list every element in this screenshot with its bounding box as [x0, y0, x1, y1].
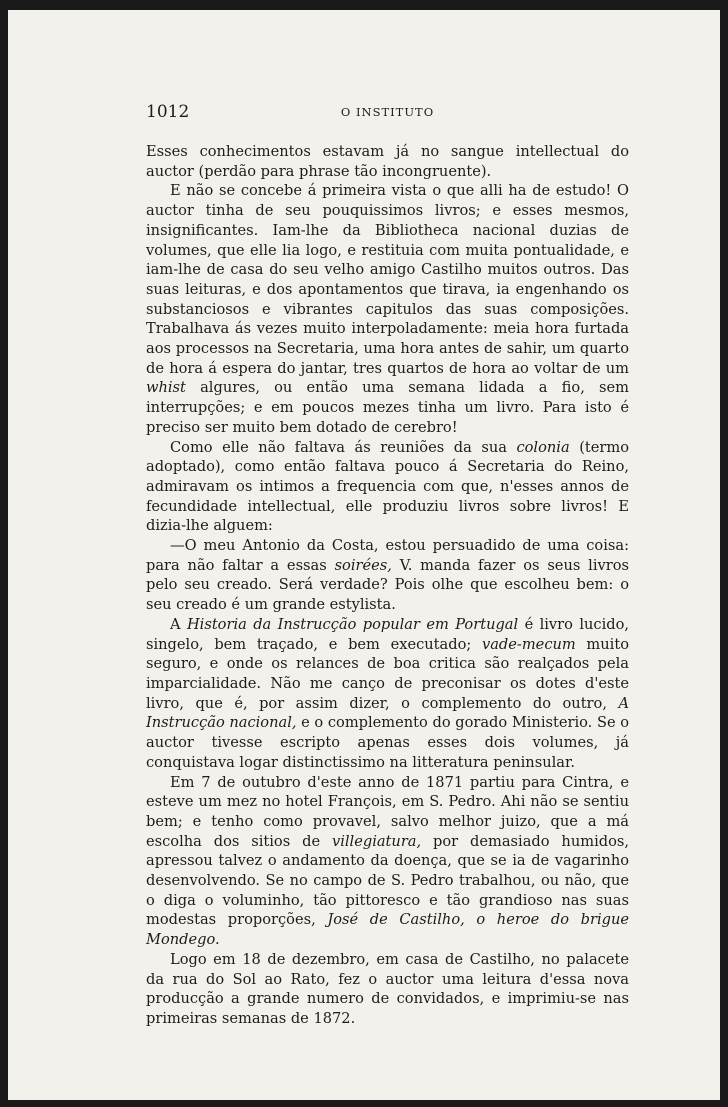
body-text [146, 142, 629, 1029]
text-segment: (termo adoptado), como então faltava pouco á Secretaria do Reino, admiravam os intimos a frequencia com que, n'esses annos de fecundidade intellectual, elle produziu livros sobre livros! E dizia-lhe alguem: [146, 438, 629, 535]
text-segment: Em 7 de outubro d'este anno de 1871 partiu para Cintra, e esteve um mez no hotel François, em S. Pedro. Ahi não se sentiu bem; e tenho como provavel, salvo melhor juizo, que a má escolha dos sitios de [146, 773, 629, 850]
paragraph [146, 773, 629, 950]
text-segment: Logo em 18 de dezembro, em casa de Castilho, no palacete da rua do Sol ao Rato, fez o auctor uma leitura d'essa nova producção a grande numero de convidados, e imprimiu-se nas primeiras semanas de 1872. [146, 950, 629, 1027]
italic-text: vade-mecum [481, 635, 576, 653]
paragraph [146, 438, 629, 537]
paragraph [146, 950, 629, 1029]
italic-text: José de Castilho, o heroe do brigue Mondego. [146, 911, 630, 949]
running-title: O INSTITUTO [340, 105, 435, 119]
italic-text: soirées, [334, 556, 392, 574]
italic-text: villegiatura, [331, 832, 422, 850]
italic-text: whist [146, 379, 186, 397]
text-segment: e o complemento do gorado Ministerio. Se o auctor tivesse escripto apenas esses dois volumes, já conquistava logar distinctissimo na litteratura peninsular. [146, 714, 630, 771]
text-segment: V. manda fazer os seus livros pelo seu creado. Será verdade? Pois olhe que escolheu bem: o seu creado é um grande estylista. [146, 556, 629, 614]
text-segment: E não se concebe á primeira vista o que alli ha de estudo! O auctor tinha de seu pouquissimos livros; e esses mesmos, insignificantes. Iam-lhe da Bibliotheca nacional duzias de volumes, que elle lia logo, e restituia com muita pontualidade, e iam-lhe de casa do seu velho amigo Castilho muitos outros. Das suas leituras, e dos apontamentos que tirava, ia engenhando os substanciosos e vibrantes capitulos das suas composições. Trabalhava ás vezes muito interpoladamente: meia hora furtada aos processos na Secretaria, uma hora antes de sahir, um quarto de hora á espera do jantar, tres quartos de hora ao voltar de um [146, 182, 629, 377]
paragraph [146, 181, 629, 437]
text-segment: Como elle não faltava ás reuniões da sua [170, 438, 517, 456]
text-segment: muito seguro, e onde os relances de boa critica são realçados pela imparcialidade. Não me canço de preconisar os dotes d'este livro, que é, por assim dizer, o complemento do outro, [146, 635, 629, 712]
italic-text: colonia [516, 438, 570, 456]
book-page [8, 10, 720, 1100]
text-segment: é livro lucido, singelo, bem traçado, e bem executado; [146, 615, 630, 653]
paragraph [146, 536, 629, 615]
text-segment: —O meu Antonio da Costa, estou persuadido de uma coisa: para não faltar a essas [146, 537, 629, 574]
page-number: 1012 [146, 102, 190, 122]
paragraph [146, 142, 629, 181]
page-header [146, 102, 629, 126]
text-segment: Esses conhecimentos estavam já no sangue intellectual do auctor (perdão para phrase tão incongruente). [146, 143, 629, 180]
text-segment: algures, ou então uma semana lidada a fio, sem interrupções; e em poucos mezes tinha um livro. Para isto é preciso ser muito bem dotado de cerebro! [146, 379, 629, 436]
italic-text: Historia da Instrucção popular em Portugal [186, 615, 519, 633]
italic-text: A Instrucção nacional, [146, 694, 629, 732]
text-segment: por demasiado humidos, apressou talvez o andamento da doença, que se ia de vagarinho desenvolvendo. Se no campo de S. Pedro trabalhou, ou não, que o diga o voluminho, tão pittoresco e tão grandioso nas suas modestas proporções, [146, 832, 629, 929]
paragraph [146, 615, 629, 773]
text-segment: A [170, 615, 187, 633]
